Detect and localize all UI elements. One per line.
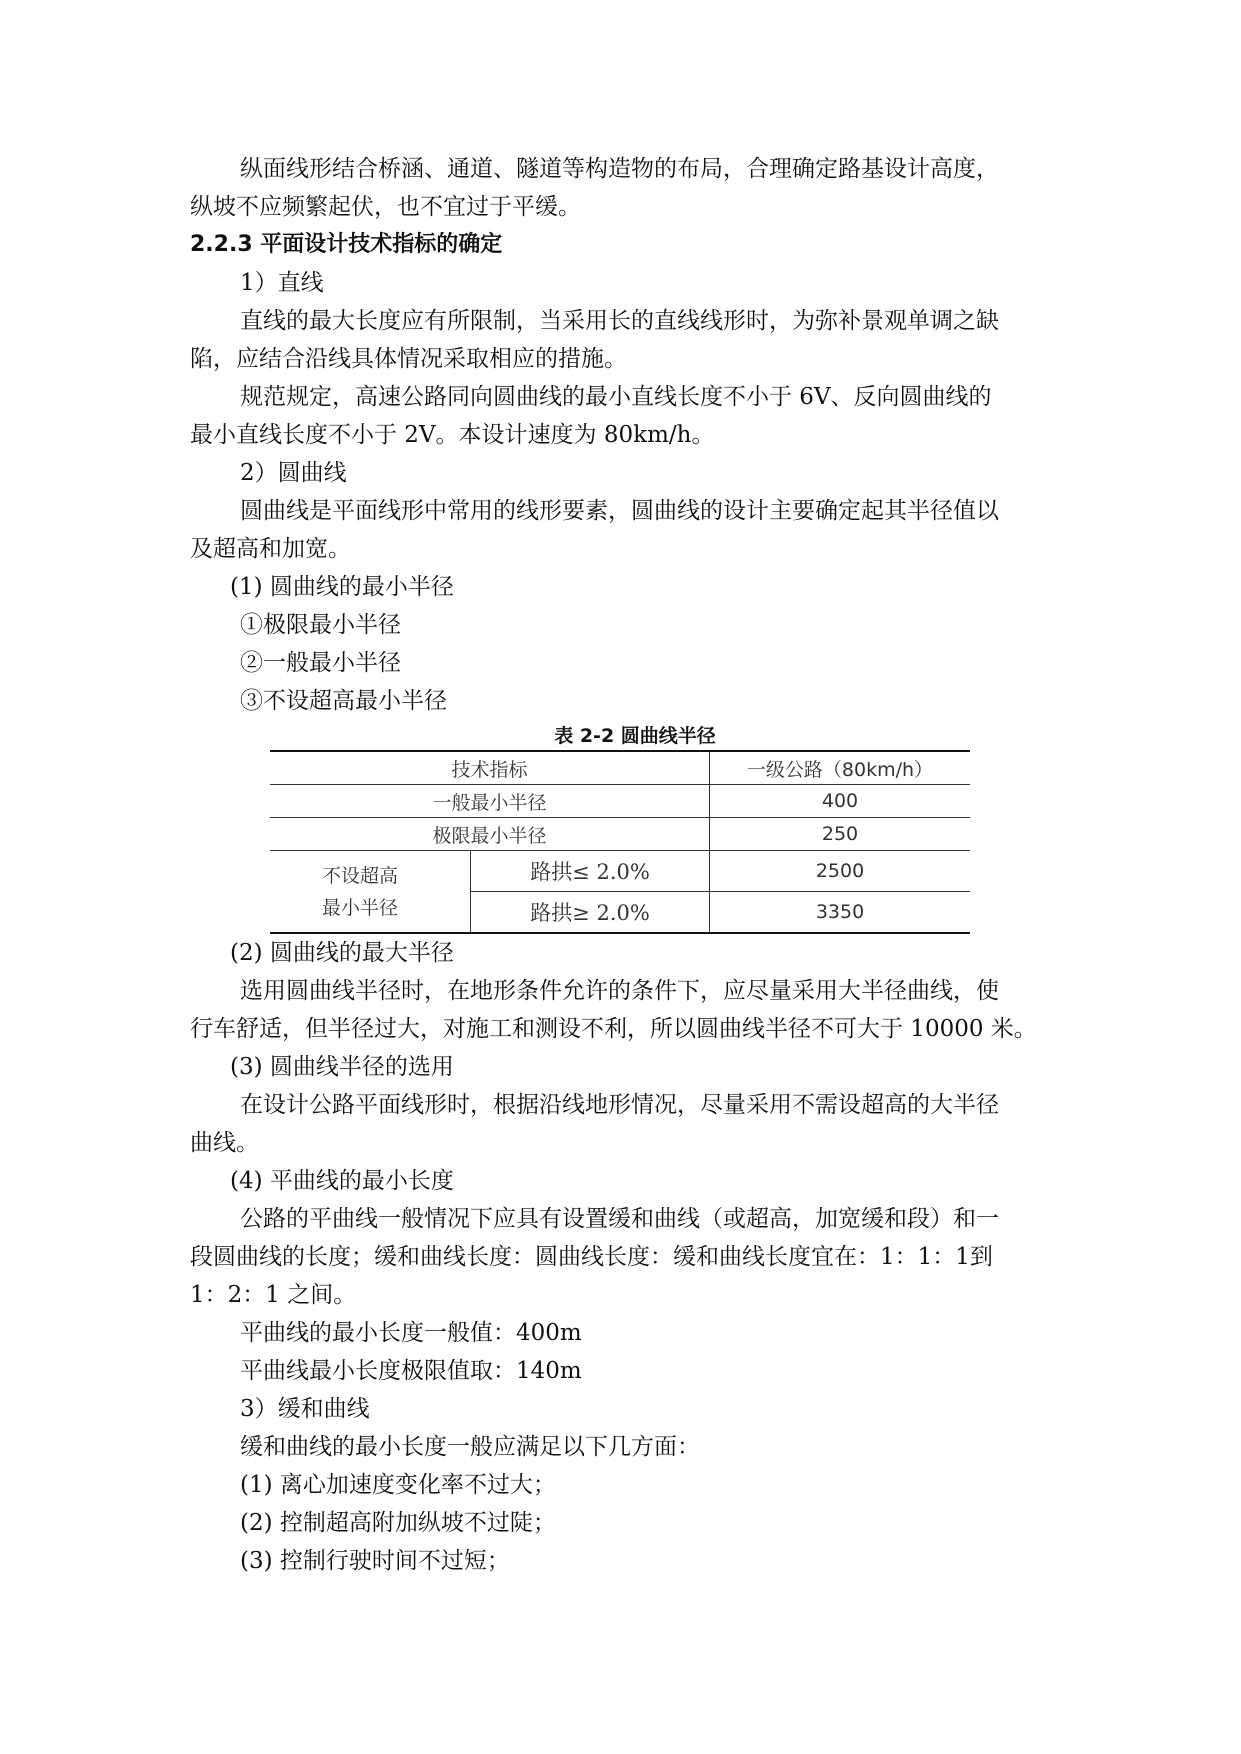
table-cell: 一般最小半径	[270, 785, 710, 818]
subsection-title: 2）圆曲线	[240, 460, 347, 486]
table-cell: 路拱≤ 2.0%	[471, 851, 710, 892]
table-row	[270, 818, 970, 851]
document-page	[190, 150, 1060, 1580]
paragraph-line: 平曲线的最小长度一般值：400m	[240, 1320, 582, 1346]
table-cell: 路拱≥ 2.0%	[471, 892, 710, 934]
paragraph-line: 1：2：1 之间。	[190, 1282, 357, 1308]
list-item: ③不设超高最小半径	[240, 688, 447, 714]
radius-table	[270, 750, 970, 934]
paragraph-line: 圆曲线是平面线形中常用的线形要素，圆曲线的设计主要确定起其半径值以	[240, 498, 999, 524]
table-cell: 极限最小半径	[270, 818, 710, 851]
list-item: (1) 离心加速度变化率不过大；	[240, 1472, 556, 1498]
paragraph-line: 平曲线最小长度极限值取：140m	[240, 1358, 582, 1384]
table-caption: 表 2-2 圆曲线半径	[554, 725, 716, 747]
table-cell-merged	[270, 851, 471, 934]
table-row	[270, 785, 970, 818]
table-header-cell: 一级公路（80km/h）	[710, 751, 971, 785]
paragraph-line: 最小直线长度不小于 2V。本设计速度为 80km/h。	[190, 422, 715, 448]
paragraph-line: 陷，应结合沿线具体情况采取相应的措施。	[190, 346, 627, 372]
paragraph-line: 缓和曲线的最小长度一般应满足以下几方面：	[240, 1434, 700, 1460]
table-cell-label-line: 不设超高	[321, 864, 398, 887]
paragraph-line: 及超高和加宽。	[190, 536, 351, 562]
subsection-title: 3）缓和曲线	[240, 1396, 370, 1422]
list-item: ①极限最小半径	[240, 612, 401, 638]
list-item: (2) 控制超高附加纵坡不过陡；	[240, 1510, 556, 1536]
paragraph-line: 段圆曲线的长度；缓和曲线长度：圆曲线长度：缓和曲线长度宜在：1：1：1到	[190, 1244, 993, 1270]
paragraph-line: 纵面线形结合桥涵、通道、隧道等构造物的布局，合理确定路基设计高度，	[240, 156, 999, 182]
table-cell: 250	[710, 818, 971, 851]
subitem-title: (4) 平曲线的最小长度	[230, 1168, 454, 1194]
table-header-cell: 技术指标	[270, 751, 710, 785]
table-cell: 3350	[710, 892, 971, 934]
paragraph-line: 行车舒适，但半径过大，对施工和测设不利，所以圆曲线半径不可大于 10000 米。	[190, 1016, 1037, 1042]
section-heading: 2.2.3 平面设计技术指标的确定	[190, 232, 503, 257]
subitem-title: (2) 圆曲线的最大半径	[230, 940, 454, 966]
paragraph-line: 选用圆曲线半径时，在地形条件允许的条件下，应尽量采用大半径曲线，使	[240, 978, 999, 1004]
paragraph-line: 纵坡不应频繁起伏，也不宜过于平缓。	[190, 194, 581, 220]
subitem-title: (3) 圆曲线半径的选用	[230, 1054, 454, 1080]
list-item: (3) 控制行驶时间不过短；	[240, 1548, 510, 1574]
paragraph-line: 曲线。	[190, 1130, 259, 1156]
table-row	[270, 851, 970, 892]
paragraph-line: 规范规定，高速公路同向圆曲线的最小直线长度不小于 6V、反向圆曲线的	[240, 384, 992, 410]
subitem-title: (1) 圆曲线的最小半径	[230, 574, 454, 600]
table-cell: 400	[710, 785, 971, 818]
table-header-row	[270, 751, 970, 785]
paragraph-line: 在设计公路平面线形时，根据沿线地形情况，尽量采用不需设超高的大半径	[240, 1092, 999, 1118]
list-item: ②一般最小半径	[240, 650, 401, 676]
table-cell-label-line: 最小半径	[321, 896, 398, 919]
table-cell: 2500	[710, 851, 971, 892]
paragraph-line: 直线的最大长度应有所限制，当采用长的直线线形时，为弥补景观单调之缺	[240, 308, 999, 334]
subsection-title: 1）直线	[240, 270, 324, 296]
paragraph-line: 公路的平曲线一般情况下应具有设置缓和曲线（或超高，加宽缓和段）和一	[240, 1206, 999, 1232]
